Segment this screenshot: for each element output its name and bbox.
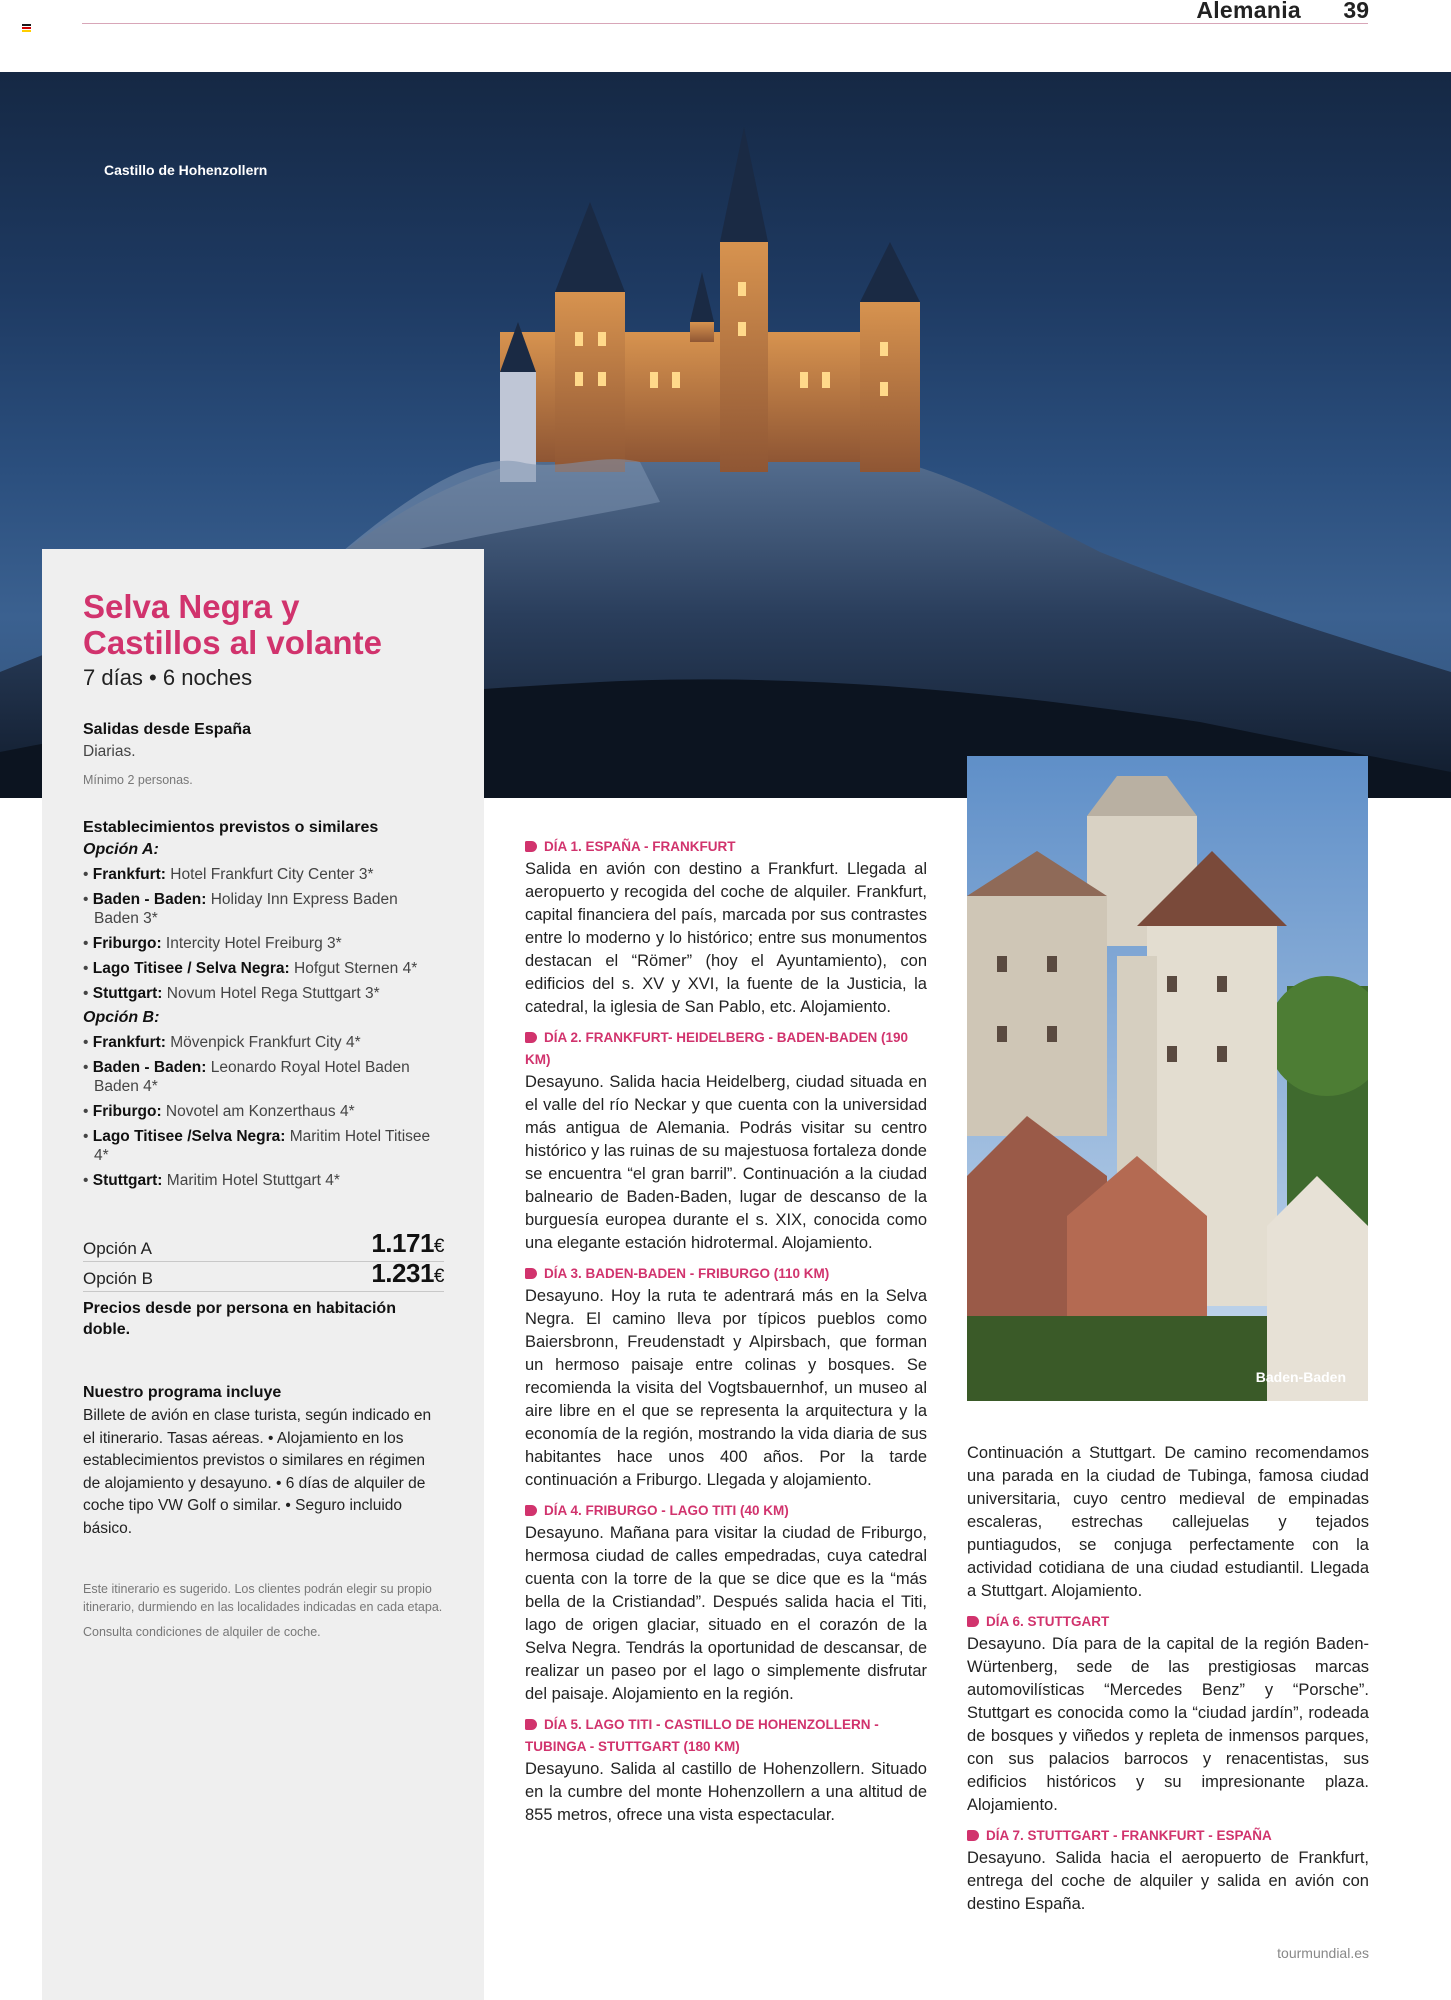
includes-heading: Nuestro programa incluye — [83, 1384, 282, 1401]
header-rule — [82, 23, 1368, 24]
price-row-option-a: Opción A 1.171€ — [83, 1232, 444, 1262]
hotel-item: • Lago Titisee /Selva Negra: Maritim Hotel Titisee 4* — [83, 1128, 431, 1164]
day-5-heading: DÍA 5. LAGO TITI - CASTILLO DE HOHENZOLLERN - TUBINGA - STUTTGART (180 KM) — [525, 1717, 879, 1754]
itinerary-note: Este itinerario es sugerido. Los clientes podrán elegir su propio itinerario, durmiendo en las localidades indicadas en cada etapa. — [83, 1582, 443, 1614]
day-7-text: Desayuno. Salida hacia el aeropuerto de Frankfurt, entrega del coche de alquiler y salida en avión con destino España. — [967, 1849, 1369, 1913]
day-3-text: Desayuno. Hoy la ruta te adentrará más en la Selva Negra. El camino lleva por típicos pueblos como Baiersbronn, Freudenstadt y Alpirsbach, que forman un hermoso paisaje entre colinas y bosques. Se recomienda la visita del Vogtsbauernhof, un museo al aire libre en el que se representa la arquitectura y la economía de la región, mostrando la vida diaria de sus habitantes hace unos 400 años. Por la tarde continuación a Friburgo. Llegada y alojamiento. — [525, 1287, 927, 1489]
option-b-title: Opción B: — [83, 1009, 160, 1026]
baden-baden-photo — [967, 756, 1368, 1401]
itinerary-column-2 — [967, 1442, 1369, 1924]
minimum-note: Mínimo 2 personas. — [83, 773, 193, 787]
price-option-a: 1.171€ — [371, 1228, 444, 1258]
rental-note: Consulta condiciones de alquiler de coche. — [83, 1625, 321, 1639]
hotel-item: • Frankfurt: Mövenpick Frankfurt City 4* — [83, 1034, 361, 1051]
hotel-item: • Stuttgart: Novum Hotel Rega Stuttgart 3* — [83, 985, 380, 1002]
trip-title-line2: Castillos al volante — [83, 624, 382, 661]
footer-url[interactable]: tourmundial.es — [1277, 1945, 1369, 1961]
day-1-text: Salida en avión con destino a Frankfurt. Llegada al aeropuerto y recogida del coche de alquiler. Frankfurt, capital financiera del país, marcada por sus contrastes entre lo moderno y lo histórico; entre sus monumentos destacan el “Römer” (hoy el Ayuntamiento), con edificios del s. XV y XVI, la fuente de la Justicia, la catedral, la iglesia de San Pablo, etc. Alojamiento. — [525, 860, 927, 1016]
bullet-arrow-icon — [525, 1032, 537, 1043]
hotels-heading: Establecimientos previstos o similares — [83, 819, 379, 836]
day-1-heading: DÍA 1. ESPAÑA - FRANKFURT — [525, 836, 927, 858]
day-6-heading: DÍA 6. STUTTGART — [967, 1611, 1369, 1633]
trip-summary-box — [42, 549, 484, 2000]
bullet-arrow-icon — [525, 1505, 537, 1516]
germany-flag-icon — [22, 24, 31, 31]
day-3-heading: DÍA 3. BADEN-BADEN - FRIBURGO (110 KM) — [525, 1263, 927, 1285]
page-number: 39 — [1343, 0, 1369, 23]
header-country: Alemania — [1196, 0, 1301, 23]
trip-duration: 7 días • 6 noches — [83, 665, 253, 690]
castle-town-illustration — [967, 756, 1368, 1401]
hotel-item: • Baden - Baden: Holiday Inn Express Baden Baden 3* — [83, 891, 398, 927]
departures-value: Diarias. — [83, 743, 136, 760]
trip-title — [83, 589, 444, 661]
hotel-item: • Stuttgart: Maritim Hotel Stuttgart 4* — [83, 1172, 340, 1189]
includes-text: Billete de avión en clase turista, según indicado en el itinerario. Tasas aéreas. • Alojamiento en los establecimientos previstos o similares en régimen de alojamiento y desayuno. • 6 días de alquiler de coche tipo VW Golf o similar. • Seguro incluido básico. — [83, 1407, 432, 1537]
price-note: Precios desde por persona en habitación doble. — [83, 1300, 396, 1338]
hotel-item: • Friburgo: Intercity Hotel Freiburg 3* — [83, 935, 342, 952]
price-option-b: 1.231€ — [371, 1258, 444, 1288]
bullet-arrow-icon — [525, 841, 537, 852]
hotel-item: • Baden - Baden: Leonardo Royal Hotel Baden Baden 4* — [83, 1059, 410, 1095]
itinerary-column-1 — [525, 836, 927, 1835]
day-4-heading: DÍA 4. FRIBURGO - LAGO TITI (40 KM) — [525, 1500, 927, 1522]
bullet-arrow-icon — [525, 1268, 537, 1279]
day-2-heading: DÍA 2. FRANKFURT- HEIDELBERG - BADEN-BADEN (190 KM) — [525, 1030, 909, 1067]
hotel-item: • Friburgo: Novotel am Konzerthaus 4* — [83, 1103, 355, 1120]
day-5-text-continued: Continuación a Stuttgart. De camino recomendamos una parada en la ciudad de Tubinga, famosa ciudad universitaria, cuyo centro medieval de empinadas escaleras, estrechas callejuelas y tejados puntiagudos, se conjuga perfectamente con la actividad cotidiana de una ciudad estudiantil. Llegada a Stuttgart. Alojamiento. — [967, 1444, 1369, 1600]
option-a-hotel-list — [83, 865, 444, 1003]
day-5-text: Desayuno. Salida al castillo de Hohenzollern. Situado en la cumbre del monte Hohenzollern a una altitud de 855 metros, ofrece una vista espectacular. — [525, 1760, 927, 1824]
departures-heading: Salidas desde España — [83, 721, 252, 738]
bullet-arrow-icon — [967, 1830, 979, 1841]
option-b-hotel-list — [83, 1033, 444, 1190]
day-2-text: Desayuno. Salida hacia Heidelberg, ciudad situada en el valle del río Neckar y que cuenta con la universidad más antigua de Alemania. Podrás visitar su centro histórico y las ruinas de su majestuosa fortaleza donde se encuentra “el gran barril”. Continuación a la ciudad balneario de Baden-Baden, lugar de descanso de la burguesía europea durante el s. XIX, conocida como una elegante estación hidrotermal. Alojamiento. — [525, 1073, 927, 1252]
day-7-heading: DÍA 7. STUTTGART - FRANKFURT - ESPAÑA — [967, 1825, 1369, 1847]
hero-caption: Castillo de Hohenzollern — [104, 162, 268, 178]
hotel-item: • Frankfurt: Hotel Frankfurt City Center 3* — [83, 866, 374, 883]
price-table — [83, 1228, 444, 1340]
option-a-title: Opción A: — [83, 841, 159, 858]
price-row-option-b: Opción B 1.231€ — [83, 1262, 444, 1292]
day-4-text: Desayuno. Mañana para visitar la ciudad de Friburgo, hermosa ciudad de calles empedradas, cuya catedral cuenta con la torre de la que se dice que es la “más bella de la Cristiandad”. Después salida hacia el Titi, lago de origen glaciar, situado en el corazón de la Selva Negra. Tendrás la oportunidad de descansar, de realizar un paseo por el lago o simplemente disfrutar del paisaje. Alojamiento en la región. — [525, 1524, 927, 1703]
bullet-arrow-icon — [967, 1616, 979, 1627]
photo2-caption: Baden-Baden — [1255, 1369, 1346, 1385]
bullet-arrow-icon — [525, 1719, 537, 1730]
day-6-text: Desayuno. Día para de la capital de la región Baden-Würtenberg, sede de las prestigiosas marcas automovilísticas “Mercedes Benz” y “Porsche”. Stuttgart es conocida como la “ciudad jardín”, rodeada de bosques y viñedos y repleta de inmensos parques, con sus palacios barrocos y renacentistas, sus edificios históricos y su impresionante plaza. Alojamiento. — [967, 1635, 1369, 1814]
trip-title-line1: Selva Negra y — [83, 588, 300, 625]
hotel-item: • Lago Titisee / Selva Negra: Hofgut Sternen 4* — [83, 960, 418, 977]
